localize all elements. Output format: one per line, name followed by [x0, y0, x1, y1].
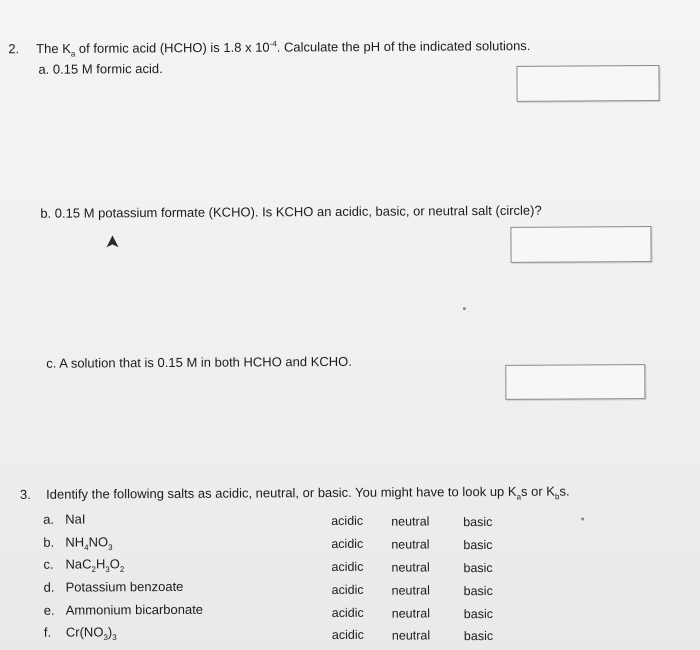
q2-number: 2. [8, 41, 20, 57]
option-neutral[interactable]: neutral [391, 628, 431, 643]
q2-stem-pre: The K [36, 40, 71, 57]
q3-item-name: NaI [65, 511, 86, 527]
q3-stem [20, 484, 570, 505]
q2-stem-post: . Calculate the pH of the indicated solutions. [276, 38, 531, 55]
q3-stem-pre: Identify the following salts as acidic, neutral, or basic. You might have to look up K [46, 483, 517, 502]
q3-item-letter: d. [43, 579, 55, 595]
option-neutral[interactable]: neutral [391, 537, 430, 552]
q3-item-letter: e. [43, 602, 55, 618]
option-neutral[interactable]: neutral [391, 560, 430, 575]
q3-item-name: Potassium benzoate [65, 578, 184, 595]
q2b-answer-box[interactable] [510, 226, 651, 263]
q2-stem-sup: -4 [269, 39, 277, 49]
q3-stem-sub2: b [554, 492, 560, 502]
paper-speck [463, 307, 466, 310]
option-acidic[interactable]: acidic [331, 582, 364, 597]
q3-item-letter: a. [43, 511, 55, 527]
option-neutral[interactable]: neutral [391, 583, 430, 598]
option-acidic[interactable]: acidic [331, 605, 364, 620]
q2c-answer-box[interactable] [505, 364, 645, 400]
q2c-text: c. A solution that is 0.15 M in both HCHO and KCHO. [46, 353, 352, 371]
option-basic[interactable]: basic [463, 515, 493, 530]
q2-stem-mid: of formic acid (HCHO) is 1.8 x 10 [75, 39, 270, 56]
option-neutral[interactable]: neutral [391, 514, 430, 529]
option-acidic[interactable]: acidic [331, 513, 364, 528]
option-basic[interactable]: basic [463, 584, 493, 599]
q2a-text: a. 0.15 M formic acid. [38, 61, 163, 77]
paper-speck [581, 517, 584, 520]
option-basic[interactable]: basic [463, 607, 493, 622]
q2-stem [8, 38, 530, 59]
q2b-text: b. 0.15 M potassium formate (KCHO). Is KCHO an acidic, basic, or neutral salt (circle)? [40, 202, 542, 221]
q3-item-name: $Cr(NO_3)_3$ [65, 624, 117, 642]
q3-item-letter: b. [43, 534, 55, 550]
option-basic[interactable]: basic [463, 538, 493, 553]
q3-number: 3. [19, 486, 31, 502]
option-acidic[interactable]: acidic [331, 536, 364, 551]
q3-item-letter: f. [43, 624, 52, 640]
q2a-answer-box[interactable] [516, 65, 659, 102]
mouse-cursor-icon [105, 235, 119, 249]
option-neutral[interactable]: neutral [391, 606, 431, 621]
q3-item-name: $NaC_2H_3O_2$ [65, 556, 125, 575]
q3-item-name: Ammonium bicarbonate [65, 601, 204, 618]
q3-stem-mid: s or K [520, 483, 556, 499]
q3-item-name: $NH_4NO_3$ [65, 534, 113, 553]
option-acidic[interactable]: acidic [331, 559, 364, 574]
q3-stem-sub1: a [516, 492, 522, 502]
option-basic[interactable]: basic [463, 561, 493, 576]
q3-item-letter: c. [43, 556, 54, 572]
option-acidic[interactable]: acidic [331, 627, 364, 642]
q3-stem-post: s. [559, 483, 570, 499]
option-basic[interactable]: basic [463, 628, 494, 644]
q2-stem-sub: a [70, 49, 76, 59]
